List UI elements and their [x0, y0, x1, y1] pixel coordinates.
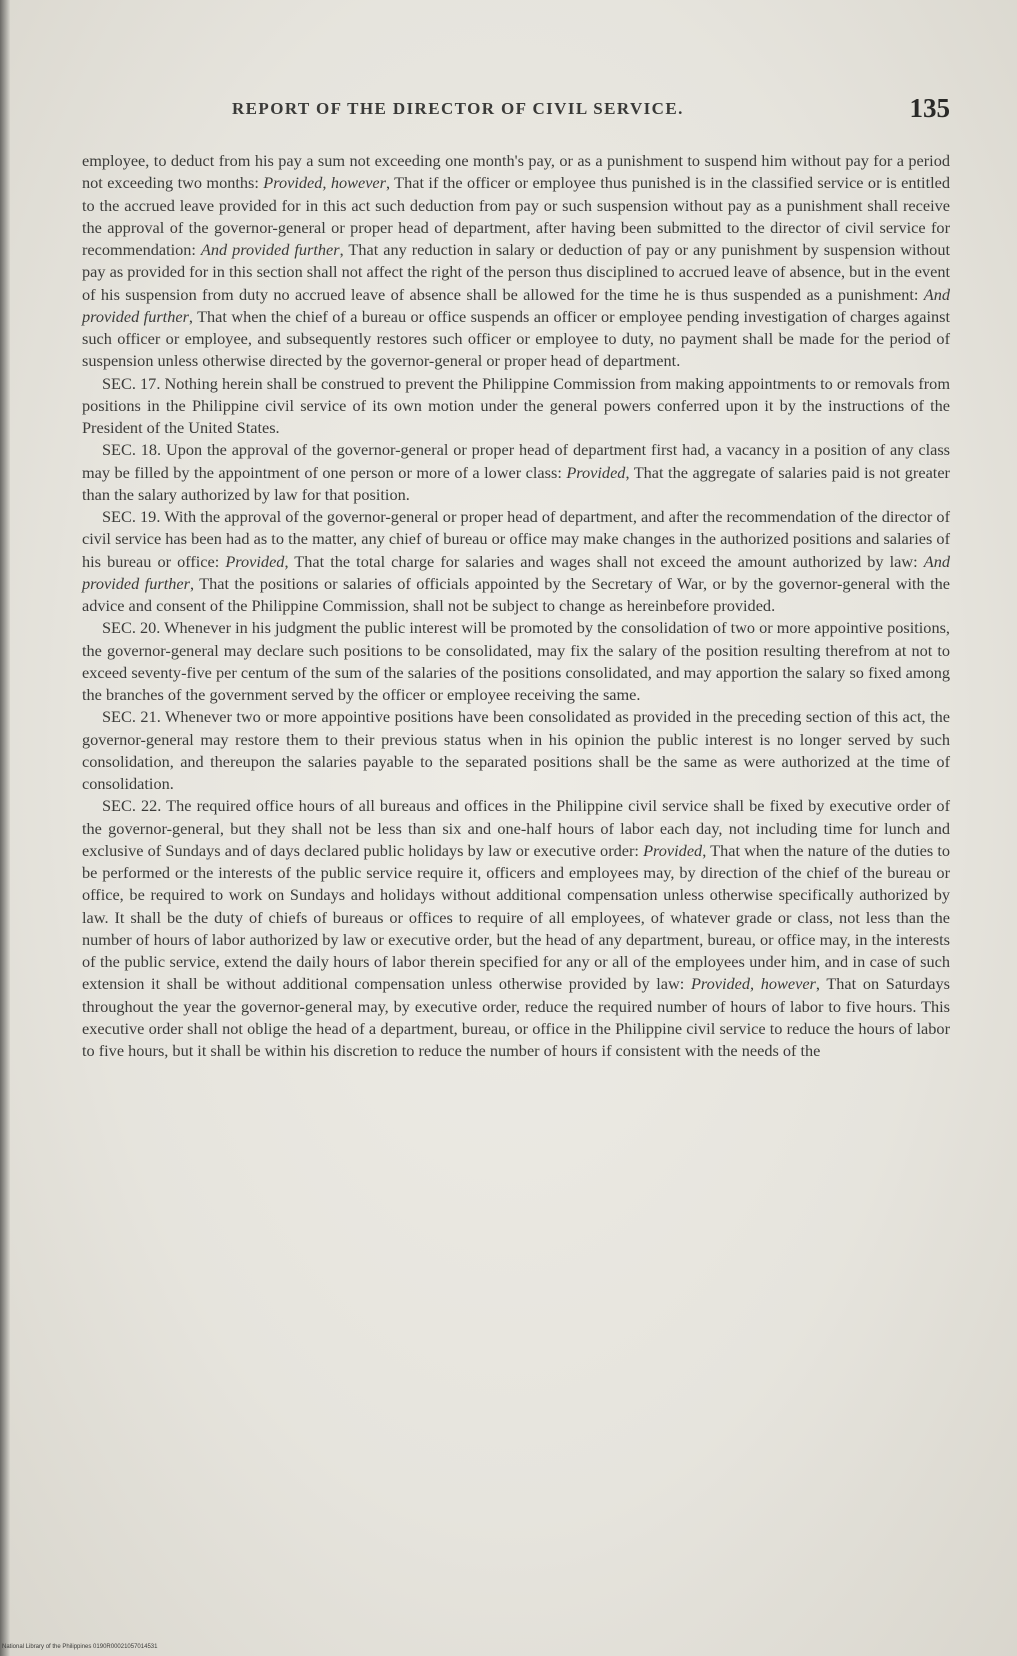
section-21: SEC. 21. Whenever two or more appointive positions have been consolidated as provided in the preceding section of this act, the governor-general may restore them to their previous status when in his opinion the public interest is no longer served by such consolidation, and thereupon the salaries payable to the separated positions shall be the same as were authorized at the time of consolidation.: [82, 707, 950, 793]
text-run: SEC. 18. Upon the approval of the governor-general or proper head of department first had, a vacancy in a position of any class may be filled by the appointment of one person or more of a lower class:: [82, 440, 950, 482]
italic-proviso: And provided further: [200, 240, 340, 259]
section-17: SEC. 17. Nothing herein shall be construed to prevent the Philippine Commission from making appointments to or removals from positions in the Philippine civil service of its own motion under the general powers conferred upon it by the instructions of the President of the United States.: [82, 373, 950, 437]
italic-proviso: Provided: [643, 840, 703, 860]
section-22: [82, 795, 950, 1062]
paragraph-continuation: [82, 150, 950, 373]
text-run: employee, to deduct from his pay a sum not exceeding one month's pay, or as a punishment to suspend him without pay for a period not exceeding two months:: [82, 151, 950, 193]
text-run: , That the total charge for salaries and wages shall not exceed the amount authorized by law:: [284, 551, 924, 571]
italic-proviso: Provided: [566, 462, 626, 482]
scan-credit: National Library of the Philippines 0190R00021057014531: [2, 1644, 158, 1650]
text-run: , That when the chief of a bureau or office suspends an officer or employee pending investigation of charges against such officer or employee, and subsequently restores such officer or employee to duty, no payment shall be made for the period of suspension unless otherwise directed by the governor-general or proper head of department.: [82, 306, 950, 371]
text-run: , That on Saturdays throughout the year the governor-general may, by executive order, reduce the required number of hours of labor to five hours. This executive order shall not oblige the head of a department, bureau, or office in the Philippine civil service to reduce the hours of labor to five hours, but it shall be within his discretion to reduce the number of hours if consistent with the needs of the: [82, 974, 950, 1060]
italic-proviso: And provided further: [82, 551, 950, 593]
page-body: [82, 150, 950, 1062]
text-run: , That if the officer or employee thus punished is in the classified service or is entitled to the accrued leave provided for in this act such deduction from pay or such suspension without pay as a punishment shall receive the approval of the governor-general or proper head of department, after having been submitted to the director of civil service for recommendation:: [82, 173, 950, 259]
section-19: [82, 506, 950, 617]
page-header: [82, 93, 950, 139]
text-run: , That when the nature of the duties to be performed or the interests of the public service require it, officers and employees may, by direction of the chief of the bureau or office, be required to work on Sundays and holidays without additional compensation unless otherwise specifically authorized by law. It shall be the duty of chiefs of bureaus or offices to require of all employees, of whatever grade or class, not less than the number of hours of labor authorized by law or executive order, but the head of any department, bureau, or office may, in the interests of the public service, extend the daily hours of labor therein specified for any or all of the employees under him, and in case of such extension it shall be without additional compensation unless otherwise provided by law:: [82, 840, 950, 994]
page-number: 135: [909, 93, 950, 123]
section-18: [82, 439, 950, 506]
page-edge: [0, 0, 10, 1656]
text-run: , That the positions or salaries of officials appointed by the Secretary of War, or by the governor-general with the advice and consent of the Philippine Commission, shall not be subject to change as hereinbefore provided.: [82, 573, 950, 615]
running-head: REPORT OF THE DIRECTOR OF CIVIL SERVICE.: [232, 99, 684, 118]
section-20: SEC. 20. Whenever in his judgment the public interest will be promoted by the consolidation of two or more appointive positions, the governor-general may declare such positions to be consolidated, may fix the salary of the position resulting therefrom at not to exceed seventy-five per centum of the sum of the salaries of the positions consolidated, and may apportion the salary so fixed among the branches of the government served by the officer or employee receiving the same.: [82, 618, 950, 704]
text-run: SEC. 19. With the approval of the governor-general or proper head of department, and after the recommendation of the director of civil service has been had as to the matter, any chief of bureau or office may make changes in the authorized positions and salaries of his bureau or office:: [82, 507, 950, 571]
italic-proviso: Provided: [225, 551, 285, 571]
italic-proviso: And provided further: [82, 284, 950, 326]
italic-proviso: Provided, however: [263, 173, 386, 193]
text-run: , That the aggregate of salaries paid is not greater than the salary authorized by law for that position.: [82, 462, 950, 504]
italic-proviso: Provided, however: [690, 974, 816, 994]
text-run: , That any reduction in salary or deduction of pay or any punishment by suspension without pay as provided for in this section shall not affect the right of the person thus disciplined to accrued leave of absence, but in the event of his suspension from duty no accrued leave of absence shall be allowed for the time he is thus suspended as a punishment:: [82, 240, 950, 304]
text-run: SEC. 22. The required office hours of all bureaus and offices in the Philippine civil service shall be fixed by executive order of the governor-general, but they shall not be less than six and one-half hours of labor each day, not including time for lunch and exclusive of Sundays and of days declared public holidays by law or executive order:: [82, 796, 950, 860]
